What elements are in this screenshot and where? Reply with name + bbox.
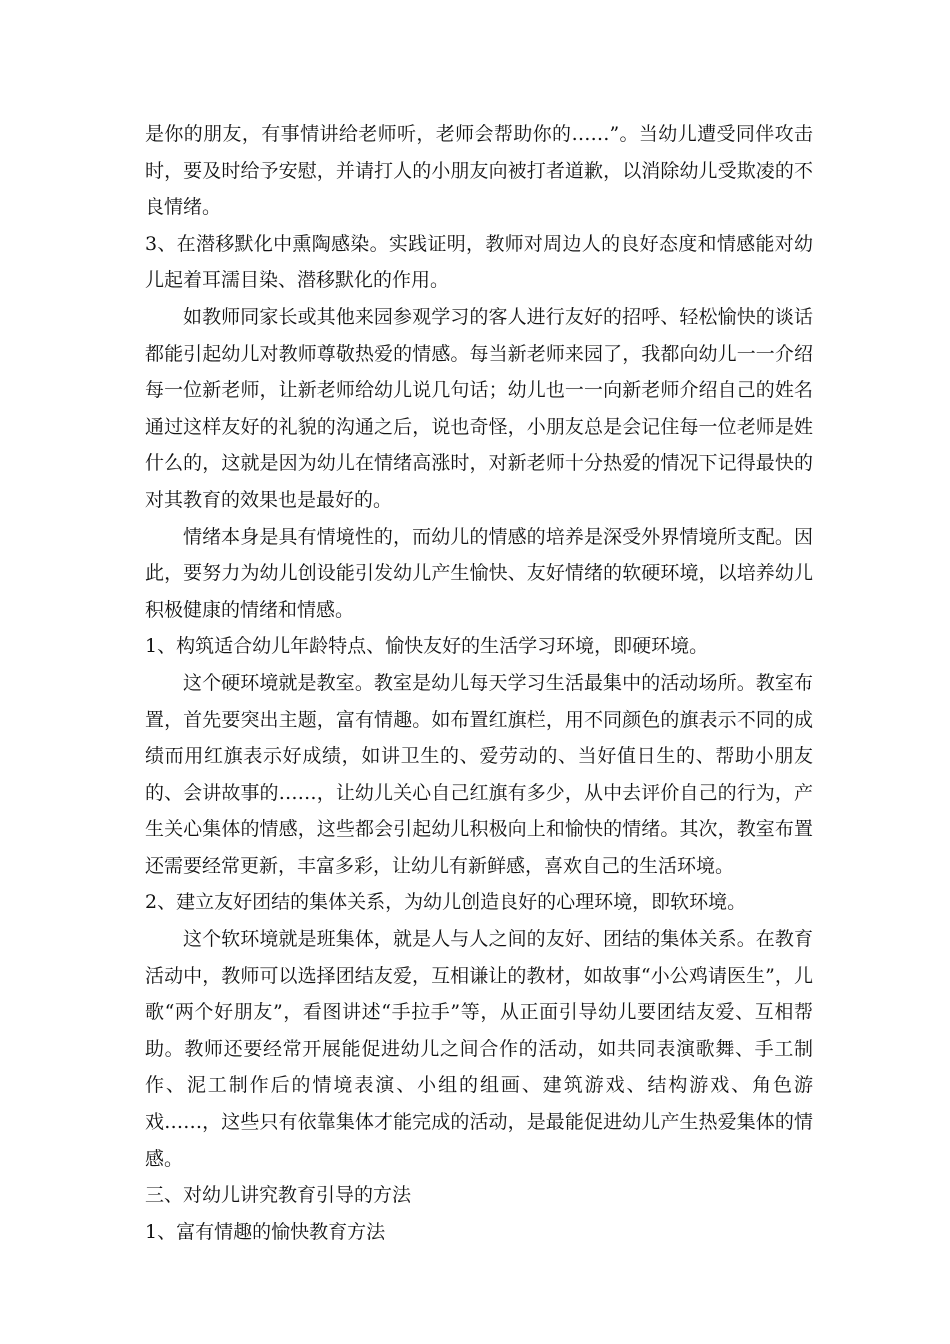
paragraph-point-3: 3、在潜移默化中熏陶感染。实践证明，教师对周边人的良好态度和情感能对幼儿起着耳濡目染、潜移默化的作用。 (145, 232, 813, 292)
paragraph-classroom: 这个硬环境就是教室。教室是幼儿每天学习生活最集中的活动场所。教室布置，首先要突出主题，富有情趣。如布置红旗栏，用不同颜色的旗表示不同的成绩而用红旗表示好成绩，如讲卫生的、爱劳动的、当好值日生的、帮助小朋友的、会讲故事的……，让幼儿关心自己红旗有多少，从中去评价自己的行为，产生关心集体的情感，这些都会引起幼儿积极向上和愉快的情绪。其次，教室布置还需要经常更新，丰富多彩，让幼儿有新鲜感，喜欢自己的生活环境。 (145, 671, 813, 877)
paragraph-continuation: 是你的朋友，有事情讲给老师听，老师会帮助你的……”。当幼儿遭受同伴攻击时，要及时给予安慰，并请打人的小朋友向被打者道歉，以消除幼儿受欺凌的不良情绪。 (145, 123, 813, 219)
document-body (145, 116, 813, 1250)
paragraph-teacher-greeting: 如教师同家长或其他来园参观学习的客人进行友好的招呼、轻松愉快的谈话都能引起幼儿对教师尊敬热爱的情感。每当新老师来园了，我都向幼儿一一介绍每一位新老师，让新老师给幼儿说几句话；幼儿也一一向新老师介绍自己的姓名通过这样友好的礼貌的沟通之后，说也奇怪，小朋友总是会记住每一位老师是姓什么的，这就是因为幼儿在情绪高涨时，对新老师十分热爱的情况下记得最快的对其教育的效果也是最好的。 (145, 305, 813, 511)
paragraph-class-collective: 这个软环境就是班集体，就是人与人之间的友好、团结的集体关系。在教育活动中，教师可以选择团结友爱，互相谦让的教材，如故事“小公鸡请医生”，儿歌“两个好朋友”，看图讲述“手拉手”等，从正面引导幼儿要团结友爱、互相帮助。教师还要经常开展能促进幼儿之间合作的活动，如共同表演歌舞、手工制作、泥工制作后的情境表演、小组的组画、建筑游戏、结构游戏、角色游戏……，这些只有依靠集体才能完成的活动，是最能促进幼儿产生热爱集体的情感。 (145, 928, 813, 1170)
paragraph-point-2-soft-environment: 2、建立友好团结的集体关系，为幼儿创造良好的心理环境，即软环境。 (145, 891, 747, 914)
paragraph-emotion-context: 情绪本身是具有情境性的，而幼儿的情感的培养是深受外界情境所支配。因此，要努力为幼儿创设能引发幼儿产生愉快、友好情绪的软硬环境，以培养幼儿积极健康的情绪和情感。 (145, 525, 813, 621)
section-heading-3: 三、对幼儿讲究教育引导的方法 (145, 1184, 412, 1207)
paragraph-point-1-hard-environment: 1、构筑适合幼儿年龄特点、愉快友好的生活学习环境，即硬环境。 (145, 635, 709, 658)
subsection-heading-1: 1、富有情趣的愉快教育方法 (145, 1220, 386, 1243)
